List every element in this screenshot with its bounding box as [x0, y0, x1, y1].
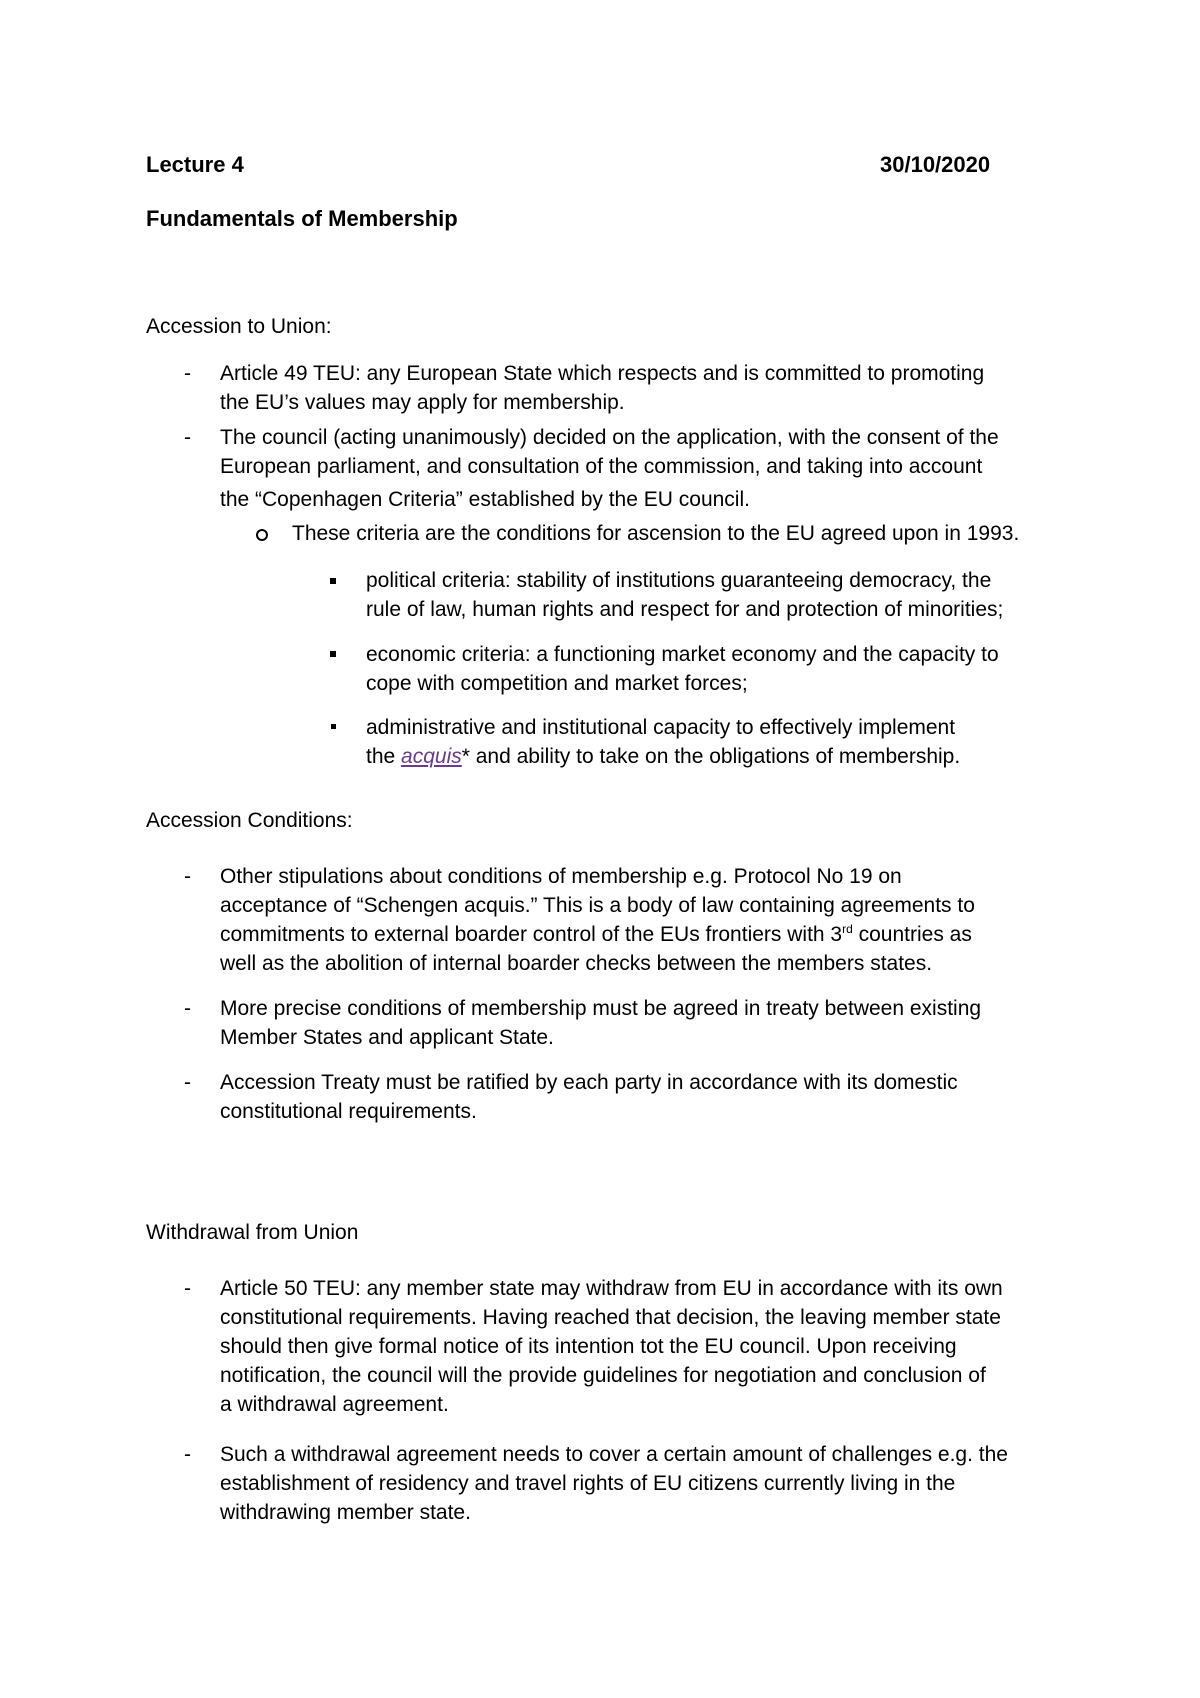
page-title: Fundamentals of Membership: [146, 206, 458, 231]
list-item-line: the “Copenhagen Criteria” established by the EU council.: [220, 488, 750, 511]
list-item-line: establishment of residency and travel rights of EU citizens currently living in the: [220, 1472, 956, 1495]
section-heading-withdrawal: Withdrawal from Union: [146, 1221, 359, 1244]
dash-bullet: -: [184, 865, 191, 888]
list-item-line: Article 49 TEU: any European State which respects and is committed to promoting: [220, 362, 985, 385]
criteria-line: cope with competition and market forces;: [366, 672, 748, 695]
list-item-line: acceptance of “Schengen acquis.” This is a body of law containing agreements to: [220, 894, 975, 917]
section-heading-accession-union: Accession to Union:: [146, 315, 332, 338]
list-item-line: The council (acting unanimously) decided on the application, with the consent of the: [220, 426, 999, 449]
square-bullet-icon: [331, 724, 336, 729]
square-bullet-icon: [330, 651, 336, 657]
list-item-line: withdrawing member state.: [220, 1501, 471, 1524]
circle-bullet-icon: [256, 529, 268, 541]
dash-bullet: -: [184, 362, 191, 385]
list-item-line: Such a withdrawal agreement needs to cover a certain amount of challenges e.g. the: [220, 1443, 1008, 1466]
sub-list-item: These criteria are the conditions for ascension to the EU agreed upon in 1993.: [292, 522, 1020, 545]
criteria-line: political criteria: stability of institutions guaranteeing democracy, the: [366, 569, 992, 592]
list-item-line: the EU’s values may apply for membership.: [220, 391, 625, 414]
dash-bullet: -: [184, 1277, 191, 1300]
criteria-line: the acquis* and ability to take on the obligations of membership.: [366, 745, 961, 768]
dash-bullet: -: [184, 1071, 191, 1094]
list-item-line: a withdrawal agreement.: [220, 1393, 449, 1416]
acquis-link[interactable]: acquis: [401, 745, 462, 768]
list-item-line: Member States and applicant State.: [220, 1026, 554, 1049]
list-item-line: Accession Treaty must be ratified by each party in accordance with its domestic: [220, 1071, 958, 1094]
dash-bullet: -: [184, 997, 191, 1020]
list-item-line: More precise conditions of membership must be agreed in treaty between existing: [220, 997, 982, 1020]
list-item-line: constitutional requirements. Having reached that decision, the leaving member state: [220, 1306, 1001, 1329]
list-item-line: notification, the council will the provide guidelines for negotiation and conclusion of: [220, 1364, 986, 1387]
dash-bullet: -: [184, 426, 191, 449]
list-item-line: commitments to external boarder control of the EUs frontiers with 3rd countries as: [220, 922, 972, 946]
list-item-line: well as the abolition of internal boarder checks between the members states.: [220, 952, 933, 975]
criteria-line: rule of law, human rights and respect for and protection of minorities;: [366, 598, 1004, 621]
lecture-label: Lecture 4: [146, 152, 244, 177]
lecture-date: 30/10/2020: [880, 152, 991, 177]
list-item-line: Article 50 TEU: any member state may withdraw from EU in accordance with its own: [220, 1277, 1003, 1300]
criteria-line: economic criteria: a functioning market economy and the capacity to: [366, 643, 999, 666]
list-item-line: constitutional requirements.: [220, 1100, 477, 1123]
list-item-line: Other stipulations about conditions of membership e.g. Protocol No 19 on: [220, 865, 902, 888]
list-item-line: should then give formal notice of its intention tot the EU council. Upon receiving: [220, 1335, 957, 1358]
square-bullet-icon: [330, 578, 336, 584]
list-item-line: European parliament, and consultation of the commission, and taking into account: [220, 455, 983, 478]
dash-bullet: -: [184, 1443, 191, 1466]
criteria-line: administrative and institutional capacity to effectively implement: [366, 716, 956, 739]
section-heading-accession-conditions: Accession Conditions:: [146, 809, 353, 832]
